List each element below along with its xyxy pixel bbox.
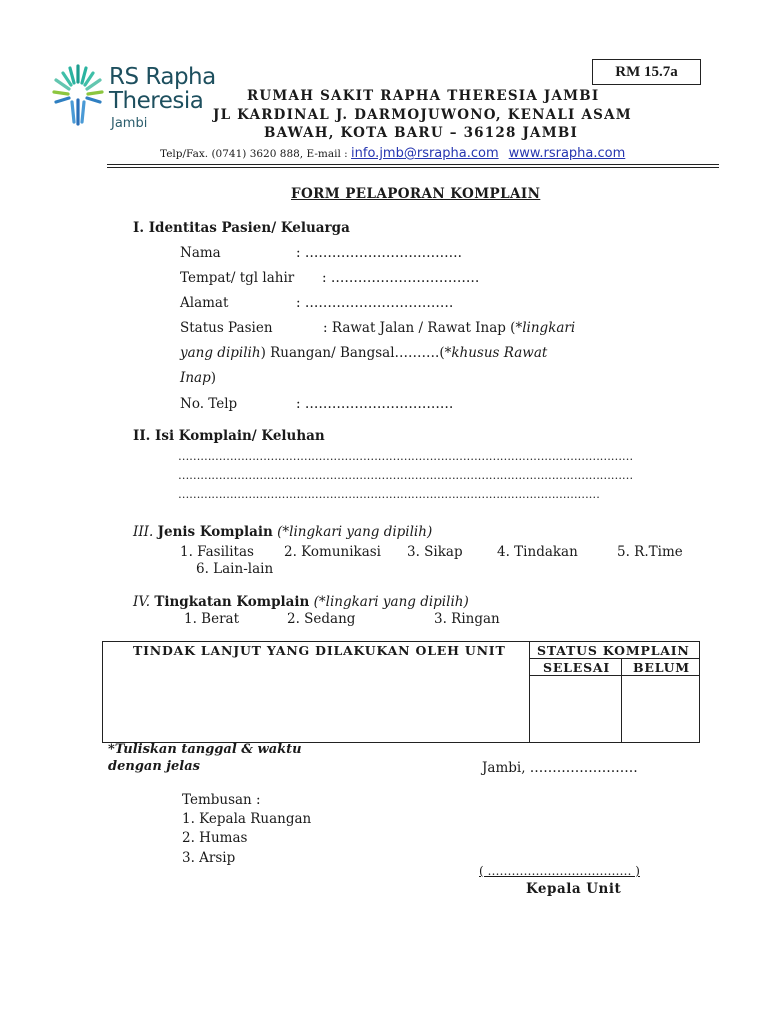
note-line-1: *Tuliskan tanggal & waktu	[108, 742, 302, 757]
hospital-address-line2: BAWAH, KOTA BARU – 36128 JAMBI	[264, 125, 578, 141]
logo-text-rs-rapha: RS Rapha	[109, 64, 216, 90]
section4-roman: IV.	[133, 594, 151, 610]
table-divider-status	[621, 658, 622, 742]
tembusan-item-1: 1. Kepala Ruangan	[182, 811, 312, 827]
tindak-lanjut-header: TINDAK LANJUT YANG DILAKUKAN OLEH UNIT	[133, 643, 506, 658]
status-options-text: : Rawat Jalan / Rawat Inap (*	[323, 320, 523, 336]
alamat-label: Alamat	[180, 295, 229, 311]
keluhan-line-3[interactable]: ……………………………………………………………………………………………………	[178, 488, 600, 501]
hospital-address-line1: JL KARDINAL J. DARMOJUWONO, KENALI ASAM	[213, 107, 632, 123]
keluhan-line-2[interactable]: ……………………………………………………………………………………………………………	[178, 469, 633, 482]
status-line2	[180, 345, 547, 361]
jambi-date-field[interactable]: Jambi, ……………………	[482, 760, 638, 776]
jenis-option-4[interactable]: 4. Tindakan	[497, 544, 578, 560]
status-pasien-label: Status Pasien	[180, 320, 273, 336]
status-note-yang-dipilih: yang dipilih	[180, 345, 261, 361]
note-line-2: dengan jelas	[108, 759, 200, 774]
hospital-logo	[50, 62, 106, 130]
telp-field[interactable]: : ……………………………	[296, 396, 454, 412]
section3-roman: III.	[133, 524, 154, 540]
logo-cross-icon	[50, 62, 106, 130]
section3-title: Jenis Komplain	[157, 524, 273, 540]
contact-phone: Telp/Fax. (0741) 3620 888, E-mail :	[160, 148, 352, 160]
tembusan-label: Tembusan :	[182, 792, 261, 808]
status-pasien-options[interactable]	[323, 320, 575, 336]
khusus-note-inap: Inap	[180, 370, 211, 386]
section2-title: II. Isi Komplain/ Keluhan	[133, 428, 325, 444]
tembusan-item-3: 3. Arsip	[182, 850, 236, 866]
table-divider-h	[529, 658, 699, 659]
table-divider-h2	[529, 675, 699, 676]
alamat-field[interactable]: : ……………………………	[296, 295, 454, 311]
signature-line[interactable]: ( ……………………………… )	[479, 864, 640, 878]
section3-note: (*lingkari yang dipilih)	[277, 524, 433, 540]
ttl-label: Tempat/ tgl lahir	[180, 270, 295, 286]
status-komplain-header: STATUS KOMPLAIN	[537, 643, 690, 658]
status-note: lingkari	[522, 320, 576, 336]
belum-cell[interactable]	[625, 678, 695, 738]
hospital-name: RUMAH SAKIT RAPHA THERESIA JAMBI	[247, 88, 600, 104]
jenis-option-6[interactable]: 6. Lain-lain	[196, 561, 274, 577]
section4-title: Tingkatan Komplain	[154, 594, 310, 610]
contact-line	[160, 146, 625, 161]
nama-label: Nama	[180, 245, 221, 261]
paren-close: )	[210, 370, 216, 386]
section1-title: I. Identitas Pasien/ Keluarga	[133, 220, 350, 236]
telp-label: No. Telp	[180, 396, 238, 412]
form-title: FORM PELAPORAN KOMPLAIN	[291, 186, 541, 202]
section4-heading	[133, 594, 469, 610]
tingkatan-option-3[interactable]: 3. Ringan	[434, 611, 500, 627]
nama-field[interactable]: : …………………….……….	[296, 245, 462, 261]
header-divider-thin	[107, 167, 719, 168]
ruangan-bangsal-field[interactable]: ) Ruangan/ Bangsal……….(*	[260, 345, 452, 361]
jenis-option-2[interactable]: 2. Komunikasi	[284, 544, 382, 560]
table-divider	[529, 642, 530, 742]
khusus-note: khusus Rawat	[451, 345, 548, 361]
logo-text-theresia: Theresia	[109, 88, 204, 114]
tindak-lanjut-cell[interactable]	[105, 662, 525, 738]
belum-header: BELUM	[633, 660, 690, 675]
tingkatan-option-2[interactable]: 2. Sedang	[287, 611, 356, 627]
jenis-option-5[interactable]: 5. R.Time	[617, 544, 683, 560]
section4-note: (*lingkari yang dipilih)	[313, 594, 469, 610]
jenis-option-1[interactable]: 1. Fasilitas	[180, 544, 254, 560]
selesai-cell[interactable]	[533, 678, 617, 738]
keluhan-line-1[interactable]: ……………………………………………………………………………………………………………	[178, 450, 633, 463]
logo-text-jambi: Jambi	[111, 116, 148, 131]
tindak-lanjut-table	[102, 641, 700, 743]
tembusan-item-2: 2. Humas	[182, 830, 248, 846]
signature-title: Kepala Unit	[526, 881, 622, 897]
selesai-header: SELESAI	[543, 660, 611, 675]
header-divider	[107, 164, 719, 165]
section3-heading	[133, 524, 432, 540]
jenis-option-3[interactable]: 3. Sikap	[407, 544, 463, 560]
tingkatan-option-1[interactable]: 1. Berat	[184, 611, 240, 627]
rm-code-box: RM 15.7a	[592, 59, 701, 85]
status-line3	[180, 370, 216, 386]
ttl-field[interactable]: : ……………………………	[322, 270, 480, 286]
email-link[interactable]: info.jmb@rsrapha.com	[351, 146, 499, 161]
website-link[interactable]: www.rsrapha.com	[508, 146, 626, 161]
